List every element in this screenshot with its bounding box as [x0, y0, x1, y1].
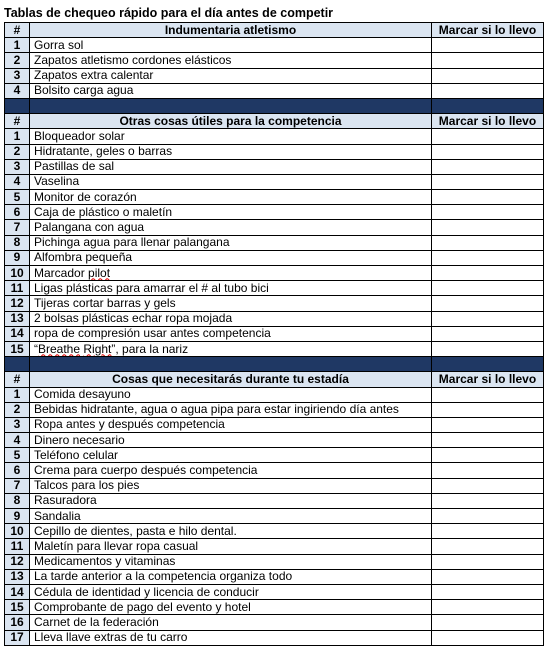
column-header-number: #	[5, 372, 30, 387]
mark-checkbox-cell[interactable]	[432, 539, 544, 554]
spellcheck-flag: pilot	[88, 265, 111, 280]
table-row	[5, 584, 544, 599]
item-text: “Breathe Right”, para la nariz	[30, 341, 432, 356]
mark-checkbox-cell[interactable]	[432, 402, 544, 417]
mark-checkbox-cell[interactable]	[432, 250, 544, 265]
item-text: Medicamentos y vitaminas	[30, 554, 432, 569]
item-text: Ligas plásticas para amarrar el # al tubo bici	[30, 281, 432, 296]
item-text: Comida desayuno	[30, 387, 432, 402]
mark-checkbox-cell[interactable]	[432, 630, 544, 645]
page-title: Tablas de chequeo rápido para el día antes de competir	[4, 6, 334, 20]
item-number: 3	[5, 417, 30, 432]
mark-checkbox-cell[interactable]	[432, 68, 544, 83]
item-text: 2 bolsas plásticas echar ropa mojada	[30, 311, 432, 326]
mark-checkbox-cell[interactable]	[432, 463, 544, 478]
item-text: Sandalia	[30, 509, 432, 524]
table-row	[5, 83, 544, 98]
mark-checkbox-cell[interactable]	[432, 159, 544, 174]
item-text: Tijeras cortar barras y gels	[30, 296, 432, 311]
column-header-number: #	[5, 114, 30, 129]
item-text: Rasuradora	[30, 493, 432, 508]
table-row	[5, 266, 544, 281]
item-text: La tarde anterior a la competencia organiza todo	[30, 569, 432, 584]
item-text: Talcos para los pies	[30, 478, 432, 493]
mark-checkbox-cell[interactable]	[432, 144, 544, 159]
table-row	[5, 448, 544, 463]
table-row	[5, 159, 544, 174]
item-text: Gorra sol	[30, 38, 432, 53]
table-row	[5, 281, 544, 296]
mark-checkbox-cell[interactable]	[432, 417, 544, 432]
item-number: 9	[5, 509, 30, 524]
section-title: Otras cosas útiles para la competencia	[30, 114, 432, 129]
table-row	[5, 68, 544, 83]
item-number: 15	[5, 341, 30, 356]
spellcheck-flag: Right	[83, 341, 112, 356]
item-number: 2	[5, 144, 30, 159]
mark-checkbox-cell[interactable]	[432, 311, 544, 326]
mark-checkbox-cell[interactable]	[432, 190, 544, 205]
mark-checkbox-cell[interactable]	[432, 235, 544, 250]
item-number: 3	[5, 159, 30, 174]
table-row	[5, 341, 544, 356]
item-number: 4	[5, 433, 30, 448]
mark-checkbox-cell[interactable]	[432, 433, 544, 448]
table-row	[5, 554, 544, 569]
mark-checkbox-cell[interactable]	[432, 387, 544, 402]
item-number: 3	[5, 68, 30, 83]
mark-checkbox-cell[interactable]	[432, 326, 544, 341]
mark-checkbox-cell[interactable]	[432, 341, 544, 356]
separator-cell	[432, 98, 544, 113]
item-number: 9	[5, 250, 30, 265]
item-text: Marcador pilot	[30, 266, 432, 281]
table-row	[5, 402, 544, 417]
section-separator	[5, 357, 544, 372]
mark-checkbox-cell[interactable]	[432, 478, 544, 493]
separator-cell	[5, 98, 30, 113]
table-row	[5, 387, 544, 402]
mark-checkbox-cell[interactable]	[432, 296, 544, 311]
item-number: 2	[5, 402, 30, 417]
item-text: Teléfono celular	[30, 448, 432, 463]
item-number: 10	[5, 266, 30, 281]
mark-checkbox-cell[interactable]	[432, 600, 544, 615]
mark-checkbox-cell[interactable]	[432, 509, 544, 524]
table-row	[5, 509, 544, 524]
mark-checkbox-cell[interactable]	[432, 174, 544, 189]
table-row	[5, 478, 544, 493]
table-row	[5, 144, 544, 159]
column-header-mark: Marcar si lo llevo	[432, 114, 544, 129]
checklist-body	[5, 23, 544, 646]
item-text: Zapatos extra calentar	[30, 68, 432, 83]
item-text: Pastillas de sal	[30, 159, 432, 174]
mark-checkbox-cell[interactable]	[432, 129, 544, 144]
table-row	[5, 174, 544, 189]
item-number: 1	[5, 387, 30, 402]
item-text: Bloqueador solar	[30, 129, 432, 144]
item-text: Pichinga agua para llenar palangana	[30, 235, 432, 250]
item-text: Lleva llave extras de tu carro	[30, 630, 432, 645]
item-number: 13	[5, 311, 30, 326]
section-header-row	[5, 372, 544, 387]
item-number: 14	[5, 584, 30, 599]
mark-checkbox-cell[interactable]	[432, 448, 544, 463]
mark-checkbox-cell[interactable]	[432, 83, 544, 98]
item-text: Dinero necesario	[30, 433, 432, 448]
section-title: Cosas que necesitarás durante tu estadía	[30, 372, 432, 387]
table-row	[5, 129, 544, 144]
item-number: 12	[5, 296, 30, 311]
mark-checkbox-cell[interactable]	[432, 281, 544, 296]
separator-cell	[30, 98, 432, 113]
item-number: 17	[5, 630, 30, 645]
item-number: 4	[5, 83, 30, 98]
table-row	[5, 250, 544, 265]
item-number: 16	[5, 615, 30, 630]
table-row	[5, 615, 544, 630]
section-title: Indumentaria atletismo	[30, 23, 432, 38]
table-row	[5, 569, 544, 584]
mark-checkbox-cell[interactable]	[432, 220, 544, 235]
item-number: 13	[5, 569, 30, 584]
separator-cell	[432, 357, 544, 372]
item-number: 8	[5, 235, 30, 250]
item-number: 6	[5, 205, 30, 220]
column-header-mark: Marcar si lo llevo	[432, 372, 544, 387]
table-row	[5, 600, 544, 615]
spellcheck-flag: Breathe	[38, 341, 81, 356]
item-text: ropa de compresión usar antes competencia	[30, 326, 432, 341]
item-number: 1	[5, 129, 30, 144]
separator-cell	[30, 357, 432, 372]
item-number: 1	[5, 38, 30, 53]
item-number: 11	[5, 539, 30, 554]
table-row	[5, 311, 544, 326]
table-row	[5, 205, 544, 220]
item-text: Ropa antes y después competencia	[30, 417, 432, 432]
table-row	[5, 493, 544, 508]
table-row	[5, 38, 544, 53]
table-row	[5, 190, 544, 205]
mark-checkbox-cell[interactable]	[432, 554, 544, 569]
mark-checkbox-cell[interactable]	[432, 524, 544, 539]
item-text: Carnet de la federación	[30, 615, 432, 630]
item-text: Alfombra pequeña	[30, 250, 432, 265]
mark-checkbox-cell[interactable]	[432, 584, 544, 599]
mark-checkbox-cell[interactable]	[432, 569, 544, 584]
item-number: 2	[5, 53, 30, 68]
table-row	[5, 220, 544, 235]
item-number: 4	[5, 174, 30, 189]
table-row	[5, 524, 544, 539]
column-header-number: #	[5, 23, 30, 38]
table-row	[5, 433, 544, 448]
item-text: Vaselina	[30, 174, 432, 189]
item-number: 8	[5, 493, 30, 508]
item-number: 15	[5, 600, 30, 615]
item-text: Bolsito carga agua	[30, 83, 432, 98]
mark-checkbox-cell[interactable]	[432, 615, 544, 630]
item-text: Palangana con agua	[30, 220, 432, 235]
item-text: Hidratante, geles o barras	[30, 144, 432, 159]
section-header-row	[5, 23, 544, 38]
item-number: 14	[5, 326, 30, 341]
section-header-row	[5, 114, 544, 129]
table-row	[5, 235, 544, 250]
item-text: Monitor de corazón	[30, 190, 432, 205]
item-text: Caja de plástico o maletín	[30, 205, 432, 220]
item-number: 5	[5, 190, 30, 205]
column-header-mark: Marcar si lo llevo	[432, 23, 544, 38]
item-text: Maletín para llevar ropa casual	[30, 539, 432, 554]
item-text: Bebidas hidratante, agua o agua pipa para estar ingiriendo día antes	[30, 402, 432, 417]
table-row	[5, 539, 544, 554]
section-separator	[5, 98, 544, 113]
table-row	[5, 296, 544, 311]
item-text: Comprobante de pago del evento y hotel	[30, 600, 432, 615]
separator-cell	[5, 357, 30, 372]
item-text: Zapatos atletismo cordones elásticos	[30, 53, 432, 68]
item-number: 10	[5, 524, 30, 539]
item-number: 11	[5, 281, 30, 296]
mark-checkbox-cell[interactable]	[432, 38, 544, 53]
table-row	[5, 463, 544, 478]
table-row	[5, 53, 544, 68]
mark-checkbox-cell[interactable]	[432, 266, 544, 281]
item-text: Cepillo de dientes, pasta e hilo dental.	[30, 524, 432, 539]
mark-checkbox-cell[interactable]	[432, 493, 544, 508]
item-number: 5	[5, 448, 30, 463]
item-text: Cédula de identidad y licencia de conducir	[30, 584, 432, 599]
item-number: 12	[5, 554, 30, 569]
table-row	[5, 417, 544, 432]
table-row	[5, 326, 544, 341]
checklist-table	[4, 22, 544, 646]
mark-checkbox-cell[interactable]	[432, 205, 544, 220]
table-row	[5, 630, 544, 645]
item-number: 7	[5, 478, 30, 493]
mark-checkbox-cell[interactable]	[432, 53, 544, 68]
item-text: Crema para cuerpo después competencia	[30, 463, 432, 478]
item-number: 7	[5, 220, 30, 235]
item-number: 6	[5, 463, 30, 478]
